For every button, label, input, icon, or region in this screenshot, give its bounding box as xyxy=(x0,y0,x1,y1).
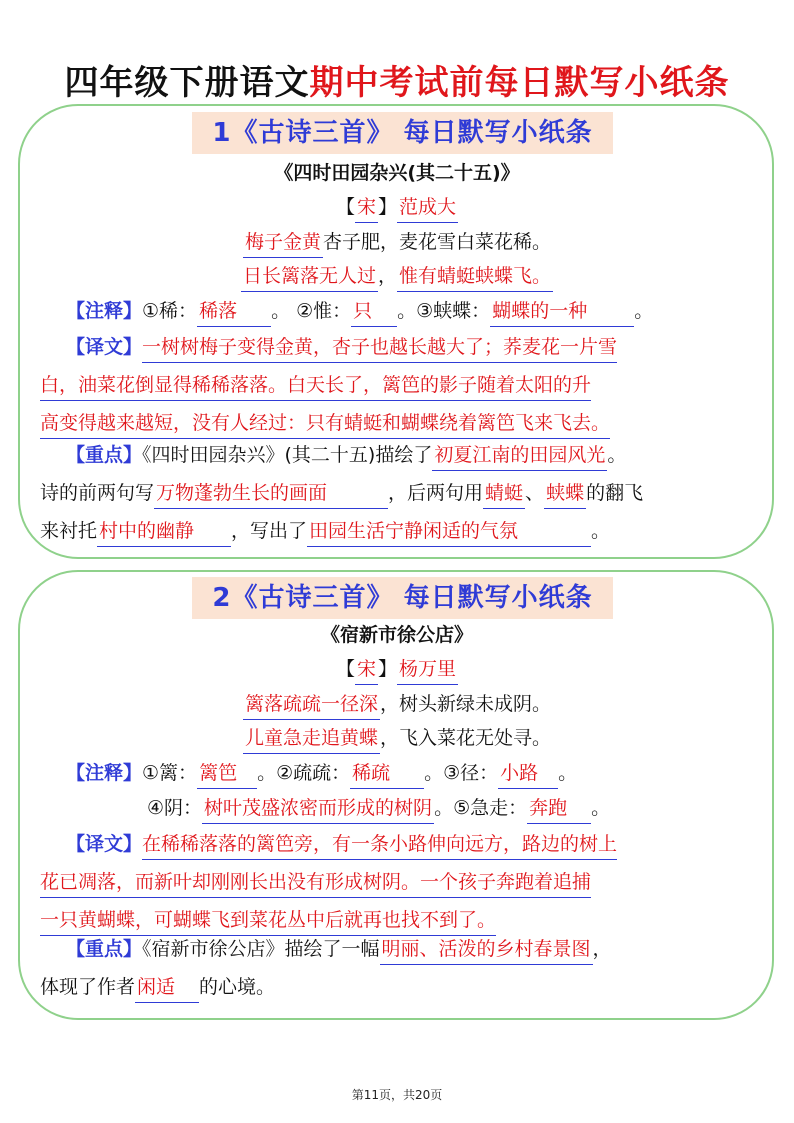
note-label: 。②疏疏： xyxy=(257,762,351,784)
key-text: ， xyxy=(592,938,612,960)
card2-key-tag: 【重点】 xyxy=(66,938,143,960)
card2-keypoints xyxy=(40,930,770,1006)
card1-line2-fill2: 惟有蜻蜓蛱蝶飞。 xyxy=(397,261,553,292)
card2-poem-title: 《宿新市徐公店》 xyxy=(320,624,473,646)
card2-poem-line1 xyxy=(0,687,794,721)
page-footer: 第11页，共20页 xyxy=(351,1088,443,1102)
card2-line1-rest: ，树头新绿未成阴。 xyxy=(380,693,552,715)
card1-line2-fill1: 日长篱落无人过 xyxy=(241,261,378,292)
card2-note-2: 稀疏 xyxy=(350,758,424,789)
card1-line2-comma: ， xyxy=(377,265,397,287)
note-label: 。 ②惟： xyxy=(271,300,352,322)
key-text: 。 xyxy=(607,444,627,466)
card1-note-2: 只 xyxy=(351,296,397,327)
card2-note-5: 奔跑 xyxy=(527,793,591,824)
key-text: 《宿新市徐公店》描绘了一幅 xyxy=(142,938,380,960)
card1-key-tag: 【重点】 xyxy=(66,444,143,466)
key-text: 诗的前两句写 xyxy=(40,482,155,504)
card1-poem-line2 xyxy=(0,259,794,293)
card1-note-3: 蝴蝶的一种 xyxy=(490,296,634,327)
card1-key-3-ans2: 田园生活宁静闲适的气氛 xyxy=(307,516,591,547)
card1-translation xyxy=(40,328,770,442)
bracket-r: 】 xyxy=(378,658,398,680)
card1-dynasty: 宋 xyxy=(355,192,378,223)
key-text: ，后两句用 xyxy=(388,482,484,504)
card2-note-1: 篱笆 xyxy=(197,758,257,789)
key-text: ，写出了 xyxy=(231,520,308,542)
card2-trans-3: 一只黄蝴蝶，可蝴蝶飞到菜花丛中后就再也找不到了。 xyxy=(40,905,496,936)
card2-trans-tag: 【译文】 xyxy=(66,833,143,855)
key-text: 。 xyxy=(591,520,611,542)
card1-note-tag: 【注释】 xyxy=(66,300,143,322)
card1-trans-tag: 【译文】 xyxy=(66,336,143,358)
card2-note-4: 树叶茂盛浓密而形成的树阴 xyxy=(202,793,434,824)
card1-key-2-ans3: 蛱蝶 xyxy=(544,478,586,509)
note-end: 。 xyxy=(634,300,654,322)
card2-note-tag: 【注释】 xyxy=(66,762,143,784)
card1-line1-fill: 梅子金黄 xyxy=(243,227,323,258)
card1-author xyxy=(0,190,794,224)
note-label: ④阴： xyxy=(147,797,203,819)
card2-translation xyxy=(40,825,770,939)
note-end: 。 xyxy=(591,797,611,819)
card1-trans-2: 白，油菜花倒显得稀稀落落。白天长了，篱笆的影子随着太阳的升 xyxy=(40,370,591,401)
note-end: 。 xyxy=(558,762,578,784)
bracket-r: 】 xyxy=(378,196,398,218)
key-text: 《四时田园杂兴》(其二十五)描绘了 xyxy=(142,444,433,466)
card2-trans-2: 花已凋落，而新叶却刚刚长出没有形成树阴。一个孩子奔跑着追捕 xyxy=(40,867,591,898)
card2-dynasty: 宋 xyxy=(355,654,378,685)
key-text: 来衬托 xyxy=(40,520,98,542)
note-label: 。③径： xyxy=(424,762,499,784)
card1-trans-1: 一树树梅子变得金黄，杏子也越长越大了；荞麦花一片雪 xyxy=(142,332,617,363)
card1-key-2-ans2: 蜻蜓 xyxy=(483,478,525,509)
card1-key-3-ans: 村中的幽静 xyxy=(97,516,231,547)
card2-key-2-ans: 闲适 xyxy=(135,972,199,1003)
card2-key-1-ans: 明丽、活泼的乡村春景图 xyxy=(380,934,593,965)
card2-author xyxy=(0,652,794,686)
card1-line1-rest: 杏子肥，麦花雪白菜花稀。 xyxy=(323,231,552,253)
card1-note-1: 稀落 xyxy=(197,296,271,327)
card2-line1-fill: 篱落疏疏一径深 xyxy=(243,689,380,720)
key-text: 体现了作者 xyxy=(40,976,136,998)
card1-key-2-ans: 万物蓬勃生长的画面 xyxy=(154,478,388,509)
card1-key-1-ans: 初夏江南的田园风光 xyxy=(432,440,607,471)
card1-poem-line1 xyxy=(0,225,794,259)
title-red: 期中考试前每日默写小纸条 xyxy=(309,63,730,103)
page-title xyxy=(0,58,794,108)
key-text: 、 xyxy=(525,482,545,504)
card2-line2-fill: 儿童急走追黄蝶 xyxy=(243,723,380,754)
card2-poem-line2 xyxy=(0,721,794,755)
card2-author-name: 杨万里 xyxy=(397,654,458,685)
key-text: 的翻飞 xyxy=(586,482,644,504)
key-text: 的心境。 xyxy=(199,976,276,998)
title-black: 四年级下册语文 xyxy=(64,63,310,103)
note-label: ①稀： xyxy=(142,300,198,322)
card1-author-name: 范成大 xyxy=(397,192,458,223)
card2-notes-row2 xyxy=(147,791,610,825)
bracket-l: 【 xyxy=(335,196,355,218)
card1-keypoints xyxy=(40,436,770,550)
card2-banner: 2《古诗三首》 每日默写小纸条 xyxy=(192,577,613,619)
note-label: ①篱： xyxy=(142,762,198,784)
card1-trans-3: 高变得越来越短，没有人经过：只有蜻蜓和蝴蝶绕着篱笆飞来飞去。 xyxy=(40,408,610,439)
card1-notes xyxy=(66,294,653,328)
card1-banner: 1《古诗三首》 每日默写小纸条 xyxy=(192,112,613,154)
card2-line2-rest: ，飞入菜花无处寻。 xyxy=(380,727,552,749)
card2-note-3: 小路 xyxy=(498,758,558,789)
card2-notes-row1 xyxy=(66,756,577,790)
card1-poem-title: 《四时田园杂兴(其二十五)》 xyxy=(274,162,520,184)
note-label: 。③蛱蝶： xyxy=(397,300,491,322)
note-label: 。⑤急走： xyxy=(434,797,528,819)
bracket-l: 【 xyxy=(335,658,355,680)
card2-trans-1: 在稀稀落落的篱笆旁，有一条小路伸向远方，路边的树上 xyxy=(142,829,617,860)
